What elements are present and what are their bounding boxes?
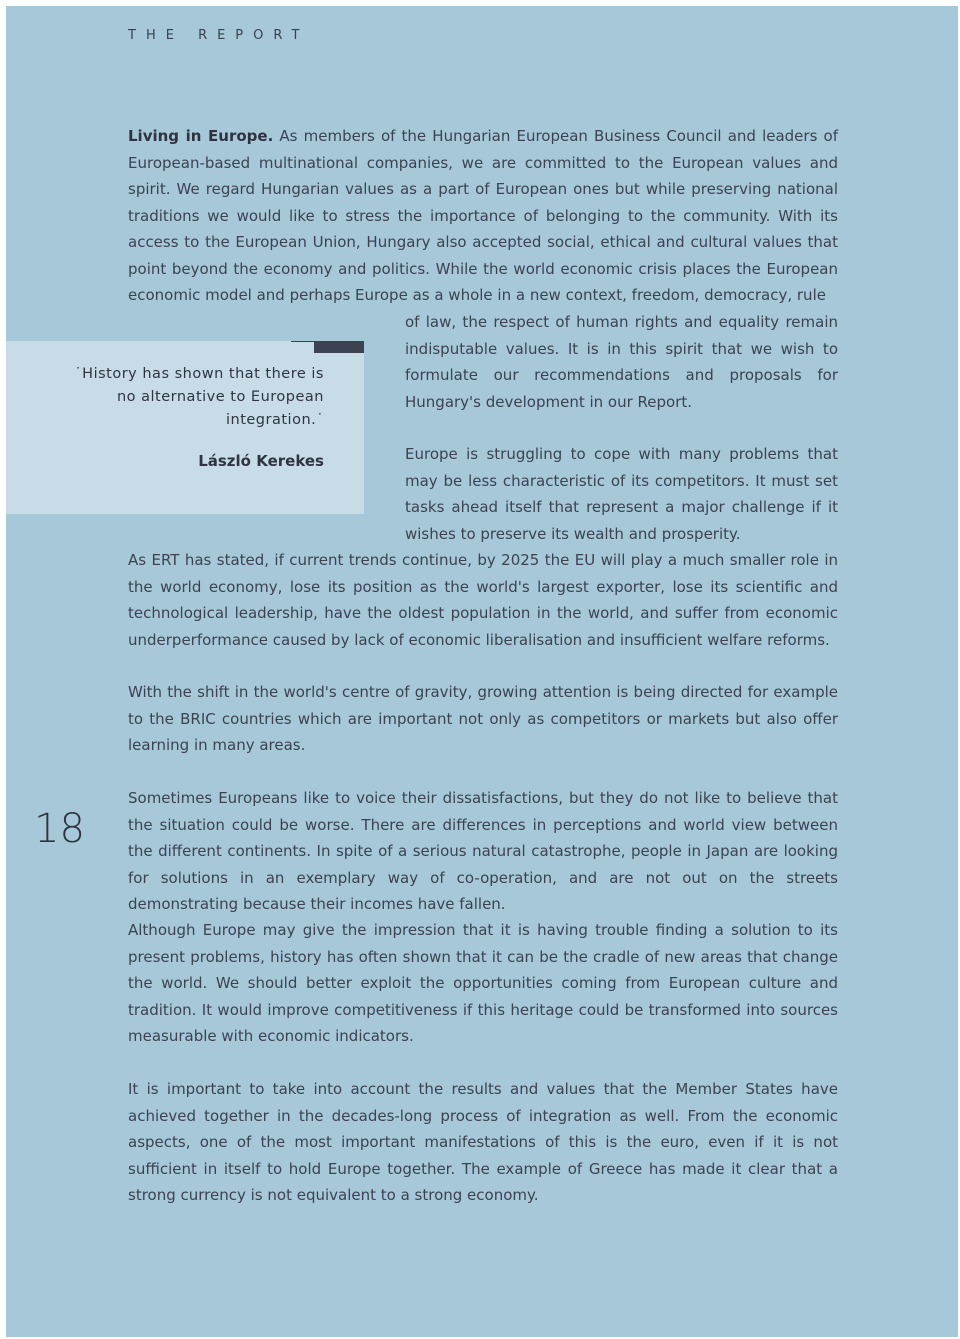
quote-accent-bar [314,341,364,353]
paragraph-dissatisfactions: Sometimes Europeans like to voice their dissatisfactions, but they do not like to believe that the situation could be worse. There are differences in perceptions and world view between the different continents. In spite of a serious natural catastrophe, people in Japan are looking for solutions in an exemplary way of co-operation, and are not out on the streets demonstrating because their incomes have fallen. [128,789,838,913]
report-page [6,6,958,1337]
section-header: THE REPORT [128,28,310,43]
paragraph-bric: With the shift in the world's centre of gravity, growing attention is being directed for example to the BRIC countries which are important not only as competitors or markets but also offer learning in many areas. [128,683,838,754]
paragraph-living-in-europe-continued: of law, the respect of human rights and equality remain indisputable values. It is in this spirit that we wish to formulate our recommendations and proposals for Hungary's development in our Report. [405,313,838,411]
paragraph-text: As members of the Hungarian European Business Council and leaders of European-based multinational companies, we are committed to the European values and spirit. We regard Hungarian values as a part of European ones but while preserving national traditions we would like to stress the importance of belonging to the community. With its access to the European Union, Hungary also accepted social, ethical and cultural values that point beyond the economy and politics. While the world economic crisis places the European economic model and perhaps Europe as a whole in a new context, freedom, democracy, rule [128,127,838,304]
paragraph-living-in-europe [128,123,838,309]
paragraph-lead: Living in Europe. [128,127,274,145]
quote-author: László Kerekes [198,452,324,470]
paragraph-europe-struggling: Europe is struggling to cope with many problems that may be less characteristic of its competitors. It must set tasks ahead itself that represent a major challenge if it wishes to preserve its wealth and prosperity. [405,445,838,543]
pull-quote-text: ˙History has shown that there is no alternative to European integration.˙ [74,366,324,428]
paragraph-cradle: Although Europe may give the impression that it is having trouble finding a solution to its present problems, history has often shown that it can be the cradle of new areas that change the world. We should better exploit the opportunities coming from European culture and tradition. It would improve competitiveness if this heritage could be transformed into sources measurable with economic indicators. [128,921,838,1045]
paragraph-integration: It is important to take into account the results and values that the Member States have achieved together in the decades-long process of integration as well. From the economic aspects, one of the most important manifestations of this is the euro, even if it is not sufficient in itself to hold Europe together. The example of Greece has made it clear that a strong currency is not equivalent to a strong economy. [128,1080,838,1204]
page-number: 18 [34,806,85,852]
paragraph-ert-trends: As ERT has stated, if current trends continue, by 2025 the EU will play a much smaller role in the world economy, lose its position as the world's largest exporter, lose its scientific and technological leadership, have the oldest population in the world, and suffer from economic underperformance caused by lack of economic liberalisation and insufficient welfare reforms. [128,551,838,649]
quote-divider-line [291,341,314,342]
